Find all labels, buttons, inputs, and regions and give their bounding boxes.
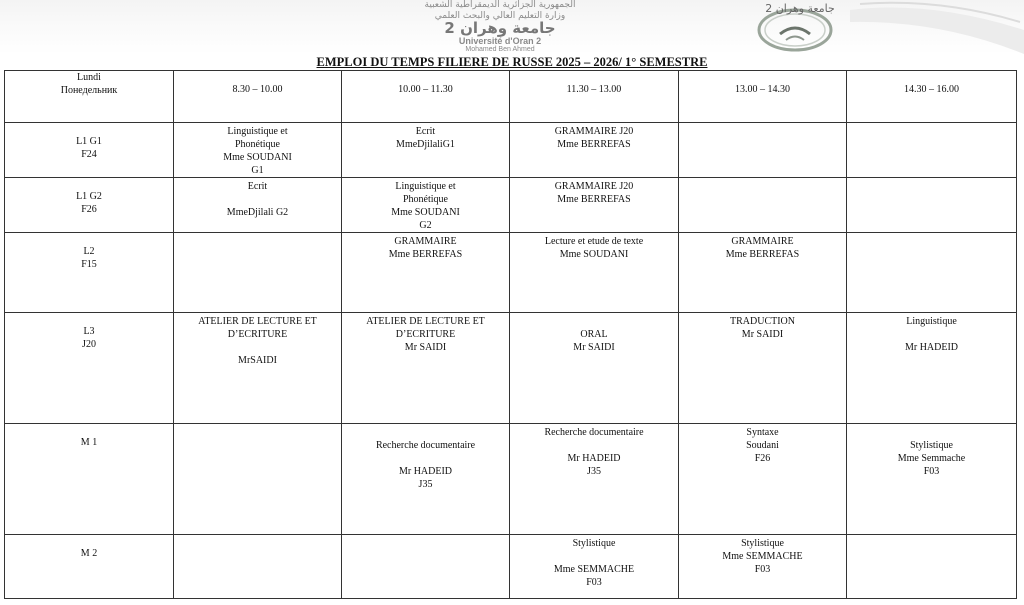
university-logo [740,0,860,52]
course-cell [847,233,1017,313]
course-cell [679,123,847,178]
course-cell [847,178,1017,233]
course-line: GRAMMAIRE J20 [554,181,634,192]
course-cell [342,424,510,535]
course-cell [679,233,847,313]
row-label [5,313,173,351]
header-arabic-line-3: جامعة وهران 2 [444,19,556,37]
course-content [342,424,509,491]
course-line: Mr HADEID [567,453,621,464]
course-line [174,341,341,354]
course-cell [510,123,679,178]
course-line: Ecrit [247,181,268,192]
course-line: Linguistique [906,316,957,327]
course-cell [174,233,342,313]
course-cell [679,178,847,233]
course-content [174,123,341,177]
row-label-cell [5,424,174,535]
row-label-line: F15 [81,259,97,270]
course-content [847,178,1016,180]
course-cell [847,313,1017,424]
course-cell [847,123,1017,178]
course-content [510,233,678,261]
course-line: Mme BERREFAS [557,194,631,205]
course-cell [510,535,679,599]
header-french-line: Université d'Oran 2 [458,36,542,46]
course-line: TRADUCTION [730,316,795,327]
course-line: Mme Semmache [897,453,966,464]
header-arabic-line-2: وزارة التعليم العالي والبحث العلمي [434,11,566,21]
schedule-row [5,424,1017,535]
schedule-row [5,123,1017,178]
course-line: F03 [754,564,771,575]
header-arabic-line-1: الجمهورية الجزائرية الديمقراطية الشعبية [424,0,576,10]
course-line: Mr SAIDI [573,342,615,353]
course-line: Soudani [746,440,779,451]
course-content [342,178,509,232]
course-line: F03 [923,466,940,477]
header-french-sub: Mohamed Ben Ahmed [465,46,535,53]
course-cell [510,178,679,233]
row-label-line: M 2 [80,548,98,559]
course-line: Syntaxe [746,427,779,438]
course-content [847,535,1016,537]
course-content [342,313,509,354]
course-line: Phonétique [403,194,448,205]
course-line: F26 [754,453,771,464]
schedule-body [5,71,1017,599]
time-slot-2: 10.00 – 11.30 [342,71,510,123]
course-line: J35 [418,479,433,490]
course-line: Linguistique et [395,181,456,192]
course-content [847,233,1016,235]
course-content [342,535,509,537]
time-slot-5: 14.30 – 16.00 [847,71,1017,123]
course-line: G1 [251,165,264,176]
course-line: Mr HADEID [904,342,959,353]
course-line [174,193,341,206]
course-content [510,123,678,151]
course-line: Stylistique [572,538,616,549]
course-line: Mr SAIDI [404,342,447,353]
course-line: Mme SEMMACHE [722,551,803,562]
course-line: Mme SOUDANI [559,249,629,260]
time-slot-1: 8.30 – 10.00 [174,71,342,123]
row-label-line: J20 [82,339,96,350]
row-label-line: L1 G2 [76,191,102,202]
course-content [510,313,678,354]
day-cell [5,71,174,123]
course-line [510,550,678,563]
row-label-line: L2 [83,246,95,257]
course-line: Stylistique [741,538,784,549]
schedule-row [5,233,1017,313]
row-label-cell [5,233,174,313]
course-content [510,424,678,478]
logo-text: جامعة وهران 2 [765,2,835,15]
course-content [679,178,846,180]
course-cell [342,313,510,424]
course-content [847,424,1016,478]
course-line: Mme BERREFAS [725,249,800,260]
row-label [5,123,173,161]
course-line: ATELIER DE LECTURE ET [366,316,485,327]
course-line: MmeDjilaliG1 [396,139,455,150]
course-line: GRAMMAIRE [731,236,794,247]
course-content [679,313,846,341]
course-line: D’ECRITURE [395,329,456,340]
course-line: Mr SAIDI [741,329,784,340]
course-line: GRAMMAIRE J20 [554,126,634,137]
course-line [847,426,1016,439]
row-label [5,535,173,560]
course-line: MmeDjilali G2 [226,207,289,218]
row-label-line: M 1 [80,437,98,448]
course-content [679,424,846,465]
course-content [342,123,509,151]
course-content [174,424,341,426]
course-line [510,439,678,452]
course-line [847,328,1016,341]
course-line: ORAL [580,329,608,340]
course-cell [342,535,510,599]
schedule-row [5,178,1017,233]
course-content [679,123,846,125]
course-line: Ecrit [415,126,436,137]
course-content [174,178,341,219]
decorative-swoosh [850,0,1024,54]
course-content [679,535,846,576]
time-slot-3: 11.30 – 13.00 [510,71,679,123]
course-content [174,233,341,235]
course-line: Recherche documentaire [544,427,644,438]
course-cell [847,535,1017,599]
course-cell [174,424,342,535]
row-label [5,178,173,216]
row-label [5,424,173,449]
row-label-line: L1 G1 [76,136,102,147]
course-content [510,535,678,589]
course-line: Stylistique [910,440,953,451]
course-line: Mme SOUDANI [223,152,292,163]
schedule-row [5,313,1017,424]
course-cell [510,233,679,313]
course-cell [847,424,1017,535]
course-cell [679,313,847,424]
course-cell [679,535,847,599]
course-line: Mme SEMMACHE [553,564,635,575]
header-row [5,71,1017,123]
row-label-cell [5,178,174,233]
row-label-cell [5,123,174,178]
course-line: Mme BERREFAS [557,139,631,150]
course-line: GRAMMAIRE [394,236,457,247]
course-line: ATELIER DE LECTURE ET [198,316,317,327]
row-label-line: L3 [83,326,95,337]
course-line: Mr HADEID [398,466,453,477]
course-cell [174,313,342,424]
course-content [174,535,341,537]
course-line: Linguistique et [227,126,288,137]
course-line [342,452,509,465]
course-cell [342,123,510,178]
course-cell [342,233,510,313]
course-cell [174,178,342,233]
course-cell [174,535,342,599]
course-content [847,123,1016,125]
row-label-cell [5,313,174,424]
row-label [5,233,173,271]
course-cell [510,313,679,424]
course-content [679,233,846,261]
day-name-ru: Понедельник [60,85,118,96]
course-line: Mme SOUDANI [391,207,460,218]
day-name-fr: Lundi [77,72,101,83]
row-label-line: F24 [81,149,97,160]
schedule-table [4,70,1017,599]
course-line: D’ECRITURE [227,329,288,340]
course-line [510,315,678,328]
course-line: Mme BERREFAS [388,249,463,260]
course-cell [510,424,679,535]
course-line: Recherche documentaire [375,440,476,451]
course-content [342,233,509,261]
course-cell [174,123,342,178]
university-header-text [330,0,670,53]
course-line: MrSAIDI [238,355,277,366]
course-line [342,426,509,439]
course-line: F03 [586,577,602,588]
course-content [847,313,1016,354]
course-cell [679,424,847,535]
schedule-row [5,535,1017,599]
course-line: Phonétique [235,139,280,150]
course-cell [342,178,510,233]
course-content [174,313,341,367]
course-line: G2 [419,220,432,231]
row-label-cell [5,535,174,599]
row-label-line: F26 [81,204,97,215]
time-slot-4: 13.00 – 14.30 [679,71,847,123]
course-line: J35 [587,466,601,477]
page-title: EMPLOI DU TEMPS FILIERE DE RUSSE 2025 – 2026/ 1° SEMESTRE [316,55,708,69]
course-content [510,178,678,206]
course-line: Lecture et etude de texte [544,236,644,247]
